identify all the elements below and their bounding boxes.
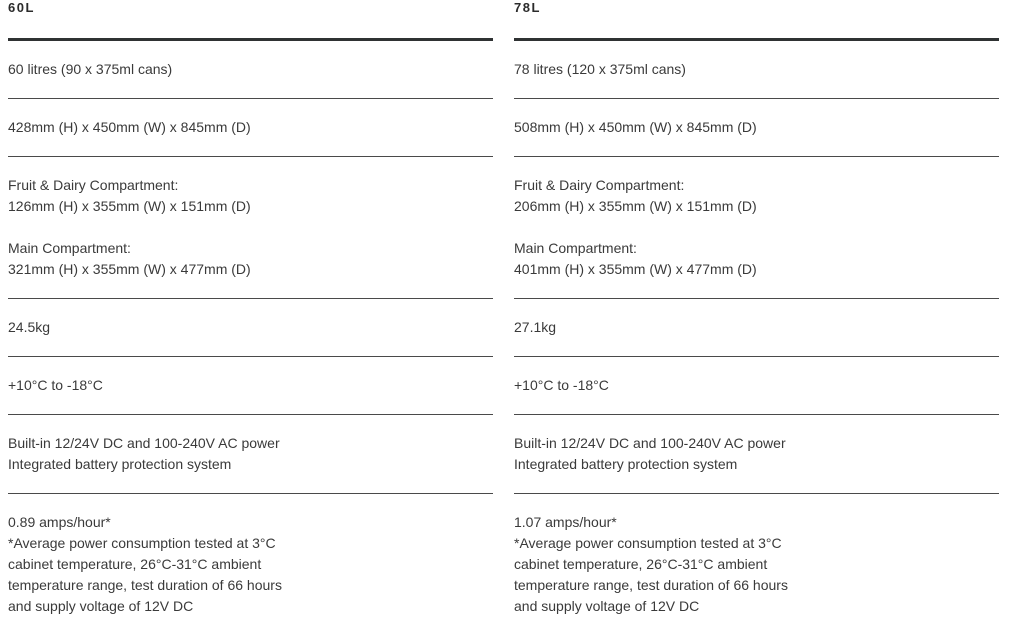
- temperature-range-value: +10°C to -18°C: [514, 377, 609, 393]
- consumption-footnote-line: *Average power consumption tested at 3°C: [8, 535, 276, 551]
- consumption-footnote-line: temperature range, test duration of 66 hours: [514, 577, 788, 593]
- weight-cell: [8, 317, 493, 338]
- power-cell: [8, 433, 493, 475]
- row-divider: [8, 493, 493, 494]
- power-source-value: Built-in 12/24V DC and 100-240V AC power: [8, 435, 280, 451]
- external-dimensions-cell: [8, 117, 493, 138]
- fruit-dairy-dimensions: 126mm (H) x 355mm (W) x 151mm (D): [8, 198, 251, 214]
- heading-divider: [8, 38, 493, 41]
- weight-cell: [514, 317, 999, 338]
- consumption-footnote-line: cabinet temperature, 26°C-31°C ambient: [8, 556, 262, 572]
- power-consumption-cell: [8, 512, 493, 617]
- row-divider: [514, 493, 999, 494]
- weight-value: 27.1kg: [514, 319, 557, 335]
- internal-dimensions-cell: [514, 175, 999, 280]
- row-divider: [514, 98, 999, 99]
- main-compartment-dimensions: 321mm (H) x 355mm (W) x 477mm (D): [8, 261, 251, 277]
- row-divider: [8, 356, 493, 357]
- capacity-value: 78 litres (120 x 375ml cans): [514, 61, 686, 77]
- row-divider: [8, 156, 493, 157]
- consumption-footnote-line: and supply voltage of 12V DC: [514, 598, 700, 614]
- power-source-value: Built-in 12/24V DC and 100-240V AC power: [514, 435, 786, 451]
- row-divider: [8, 298, 493, 299]
- external-dimensions-value: 428mm (H) x 450mm (W) x 845mm (D): [8, 119, 251, 135]
- temperature-cell: [8, 375, 493, 396]
- weight-value: 24.5kg: [8, 319, 51, 335]
- battery-protection-value: Integrated battery protection system: [514, 456, 738, 472]
- battery-protection-value: Integrated battery protection system: [8, 456, 232, 472]
- power-consumption-value: 1.07 amps/hour*: [514, 514, 617, 530]
- main-compartment-label: Main Compartment:: [514, 240, 637, 256]
- heading-divider: [514, 38, 999, 41]
- row-divider: [8, 414, 493, 415]
- row-divider: [8, 98, 493, 99]
- external-dimensions-value: 508mm (H) x 450mm (W) x 845mm (D): [514, 119, 757, 135]
- row-divider: [514, 156, 999, 157]
- consumption-footnote-line: cabinet temperature, 26°C-31°C ambient: [514, 556, 768, 572]
- main-compartment-dimensions: 401mm (H) x 355mm (W) x 477mm (D): [514, 261, 757, 277]
- capacity-cell: [8, 59, 493, 80]
- fruit-dairy-label: Fruit & Dairy Compartment:: [514, 177, 685, 193]
- power-consumption-cell: [514, 512, 999, 617]
- external-dimensions-cell: [514, 117, 999, 138]
- consumption-footnote-line: temperature range, test duration of 66 hours: [8, 577, 282, 593]
- model-heading: 60L: [8, 0, 35, 15]
- consumption-footnote-line: *Average power consumption tested at 3°C: [514, 535, 782, 551]
- main-compartment-label: Main Compartment:: [8, 240, 131, 256]
- fruit-dairy-dimensions: 206mm (H) x 355mm (W) x 151mm (D): [514, 198, 757, 214]
- power-cell: [514, 433, 999, 475]
- model-heading: 78L: [514, 0, 541, 15]
- fruit-dairy-label: Fruit & Dairy Compartment:: [8, 177, 179, 193]
- power-consumption-value: 0.89 amps/hour*: [8, 514, 111, 530]
- temperature-cell: [514, 375, 999, 396]
- row-divider: [514, 414, 999, 415]
- row-divider: [514, 298, 999, 299]
- capacity-value: 60 litres (90 x 375ml cans): [8, 61, 173, 77]
- row-divider: [514, 356, 999, 357]
- capacity-cell: [514, 59, 999, 80]
- consumption-footnote-line: and supply voltage of 12V DC: [8, 598, 194, 614]
- temperature-range-value: +10°C to -18°C: [8, 377, 103, 393]
- internal-dimensions-cell: [8, 175, 493, 280]
